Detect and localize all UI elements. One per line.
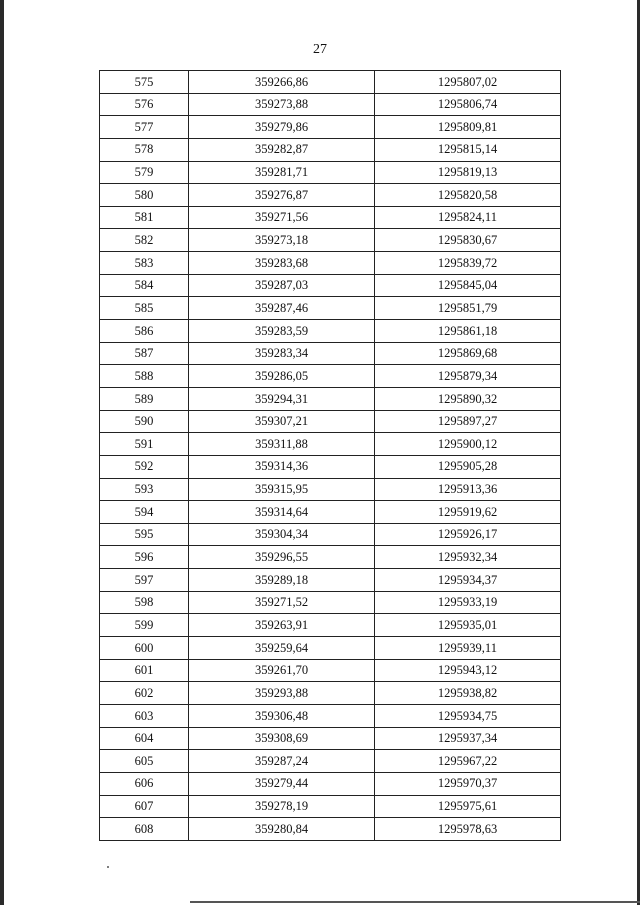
point-number-cell: 592 [100,455,189,478]
table-row [100,682,561,705]
table-row [100,387,561,410]
x-coordinate-cell: 359287,03 [189,274,375,297]
point-number-cell: 599 [100,614,189,637]
table-row [100,93,561,116]
table-row [100,750,561,773]
y-coordinate-cell: 1295815,14 [375,138,561,161]
table-row [100,795,561,818]
x-coordinate-cell: 359287,24 [189,750,375,773]
y-coordinate-cell: 1295851,79 [375,297,561,320]
x-coordinate-cell: 359261,70 [189,659,375,682]
y-coordinate-cell: 1295935,01 [375,614,561,637]
table-row [100,229,561,252]
x-coordinate-cell: 359314,36 [189,455,375,478]
table-row [100,546,561,569]
x-coordinate-cell: 359271,56 [189,206,375,229]
x-coordinate-cell: 359294,31 [189,387,375,410]
point-number-cell: 597 [100,569,189,592]
y-coordinate-cell: 1295845,04 [375,274,561,297]
table-row [100,342,561,365]
y-coordinate-cell: 1295879,34 [375,365,561,388]
table-row [100,252,561,275]
point-number-cell: 603 [100,704,189,727]
y-coordinate-cell: 1295806,74 [375,93,561,116]
point-number-cell: 584 [100,274,189,297]
point-number-cell: 602 [100,682,189,705]
table-row [100,410,561,433]
point-number-cell: 575 [100,71,189,94]
x-coordinate-cell: 359307,21 [189,410,375,433]
x-coordinate-cell: 359314,64 [189,501,375,524]
table-row [100,138,561,161]
x-coordinate-cell: 359279,44 [189,772,375,795]
x-coordinate-cell: 359280,84 [189,818,375,841]
point-number-cell: 598 [100,591,189,614]
x-coordinate-cell: 359308,69 [189,727,375,750]
point-number-cell: 583 [100,252,189,275]
table-row [100,637,561,660]
x-coordinate-cell: 359287,46 [189,297,375,320]
y-coordinate-cell: 1295900,12 [375,433,561,456]
point-number-cell: 578 [100,138,189,161]
x-coordinate-cell: 359266,86 [189,71,375,94]
y-coordinate-cell: 1295943,12 [375,659,561,682]
x-coordinate-cell: 359311,88 [189,433,375,456]
page-edge-left [0,0,4,905]
x-coordinate-cell: 359296,55 [189,546,375,569]
table-row [100,161,561,184]
point-number-cell: 585 [100,297,189,320]
table-row [100,320,561,343]
point-number-cell: 580 [100,184,189,207]
y-coordinate-cell: 1295939,11 [375,637,561,660]
scan-speck [107,866,109,868]
table-row [100,818,561,841]
point-number-cell: 595 [100,523,189,546]
y-coordinate-cell: 1295934,37 [375,569,561,592]
table-row [100,478,561,501]
y-coordinate-cell: 1295938,82 [375,682,561,705]
point-number-cell: 608 [100,818,189,841]
point-number-cell: 605 [100,750,189,773]
y-coordinate-cell: 1295890,32 [375,387,561,410]
point-number-cell: 586 [100,320,189,343]
y-coordinate-cell: 1295913,36 [375,478,561,501]
y-coordinate-cell: 1295820,58 [375,184,561,207]
x-coordinate-cell: 359273,88 [189,93,375,116]
y-coordinate-cell: 1295970,37 [375,772,561,795]
table-row [100,184,561,207]
table-row [100,274,561,297]
x-coordinate-cell: 359306,48 [189,704,375,727]
table-row [100,523,561,546]
y-coordinate-cell: 1295934,75 [375,704,561,727]
y-coordinate-cell: 1295933,19 [375,591,561,614]
y-coordinate-cell: 1295905,28 [375,455,561,478]
y-coordinate-cell: 1295932,34 [375,546,561,569]
table-row [100,297,561,320]
x-coordinate-cell: 359281,71 [189,161,375,184]
x-coordinate-cell: 359263,91 [189,614,375,637]
y-coordinate-cell: 1295824,11 [375,206,561,229]
x-coordinate-cell: 359279,86 [189,116,375,139]
y-coordinate-cell: 1295869,68 [375,342,561,365]
y-coordinate-cell: 1295830,67 [375,229,561,252]
x-coordinate-cell: 359286,05 [189,365,375,388]
x-coordinate-cell: 359283,34 [189,342,375,365]
x-coordinate-cell: 359278,19 [189,795,375,818]
coordinates-table [99,70,561,841]
point-number-cell: 604 [100,727,189,750]
coordinates-table-body [100,71,561,841]
y-coordinate-cell: 1295926,17 [375,523,561,546]
point-number-cell: 606 [100,772,189,795]
table-row [100,772,561,795]
table-row [100,727,561,750]
table-row [100,365,561,388]
page-edge-bottom [190,901,640,903]
table-row [100,455,561,478]
point-number-cell: 590 [100,410,189,433]
table-row [100,433,561,456]
table-row [100,206,561,229]
y-coordinate-cell: 1295967,22 [375,750,561,773]
table-row [100,704,561,727]
point-number-cell: 577 [100,116,189,139]
x-coordinate-cell: 359273,18 [189,229,375,252]
x-coordinate-cell: 359271,52 [189,591,375,614]
table-row [100,614,561,637]
x-coordinate-cell: 359304,34 [189,523,375,546]
point-number-cell: 607 [100,795,189,818]
table-row [100,659,561,682]
table-row [100,116,561,139]
point-number-cell: 588 [100,365,189,388]
x-coordinate-cell: 359276,87 [189,184,375,207]
point-number-cell: 591 [100,433,189,456]
point-number-cell: 600 [100,637,189,660]
y-coordinate-cell: 1295839,72 [375,252,561,275]
y-coordinate-cell: 1295919,62 [375,501,561,524]
x-coordinate-cell: 359282,87 [189,138,375,161]
table-row [100,71,561,94]
y-coordinate-cell: 1295937,34 [375,727,561,750]
y-coordinate-cell: 1295861,18 [375,320,561,343]
x-coordinate-cell: 359289,18 [189,569,375,592]
point-number-cell: 576 [100,93,189,116]
x-coordinate-cell: 359315,95 [189,478,375,501]
x-coordinate-cell: 359283,59 [189,320,375,343]
point-number-cell: 587 [100,342,189,365]
page-number: 27 [313,42,327,57]
point-number-cell: 596 [100,546,189,569]
table-row [100,591,561,614]
point-number-cell: 593 [100,478,189,501]
x-coordinate-cell: 359259,64 [189,637,375,660]
y-coordinate-cell: 1295809,81 [375,116,561,139]
y-coordinate-cell: 1295897,27 [375,410,561,433]
table-row [100,569,561,592]
y-coordinate-cell: 1295807,02 [375,71,561,94]
point-number-cell: 589 [100,387,189,410]
table-row [100,501,561,524]
point-number-cell: 594 [100,501,189,524]
point-number-cell: 582 [100,229,189,252]
y-coordinate-cell: 1295978,63 [375,818,561,841]
x-coordinate-cell: 359283,68 [189,252,375,275]
y-coordinate-cell: 1295975,61 [375,795,561,818]
point-number-cell: 601 [100,659,189,682]
x-coordinate-cell: 359293,88 [189,682,375,705]
point-number-cell: 579 [100,161,189,184]
point-number-cell: 581 [100,206,189,229]
y-coordinate-cell: 1295819,13 [375,161,561,184]
